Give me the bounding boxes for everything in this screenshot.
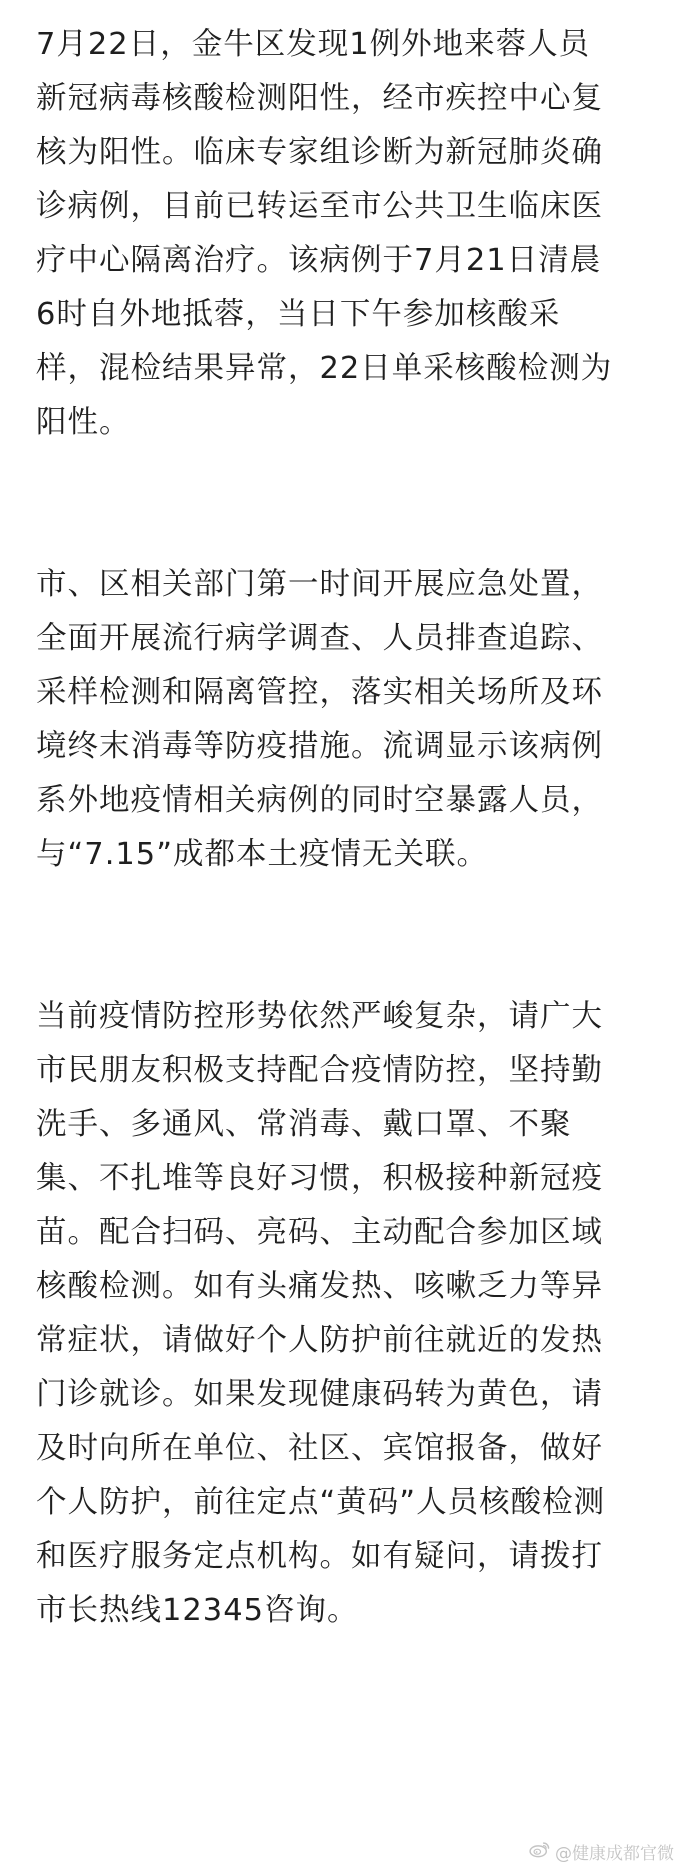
text-line: 采样检测和隔离管控，落实相关场所及环: [36, 675, 603, 710]
text-line: 系外地疫情相关病例的同时空暴露人员，: [36, 783, 603, 818]
weibo-watermark: [529, 1839, 674, 1864]
text-line: 7月22日，金牛区发现1例外地来蓉人员: [36, 27, 591, 62]
text-line: 核酸检测。如有头痛发热、咳嗽乏力等异: [36, 1269, 603, 1304]
text-line: 诊病例，目前已转运至市公共卫生临床医: [36, 189, 603, 224]
text-line: 阳性。: [36, 405, 131, 440]
text-line: 样，混检结果异常，22日单采核酸检测为: [36, 351, 613, 386]
text-line: 疗中心隔离治疗。该病例于7月21日清晨: [36, 243, 602, 278]
text-line: 与“7.15”成都本土疫情无关联。: [36, 837, 489, 872]
weibo-icon: [529, 1840, 551, 1863]
text-line: 市民朋友积极支持配合疫情防控，坚持勤: [36, 1053, 603, 1088]
text-line: 核为阳性。临床专家组诊断为新冠肺炎确: [36, 135, 603, 170]
text-line: 洗手、多通风、常消毒、戴口罩、不聚: [36, 1107, 572, 1142]
text-line: 个人防护，前往定点“黄码”人员核酸检测: [36, 1485, 606, 1520]
text-line: 当前疫情防控形势依然严峻复杂，请广大: [36, 999, 603, 1034]
text-line: 市、区相关部门第一时间开展应急处置，: [36, 567, 603, 602]
article-body: [36, 18, 656, 1638]
text-line: 及时向所在单位、社区、宾馆报备，做好: [36, 1431, 603, 1466]
text-line: 和医疗服务定点机构。如有疑问，请拨打: [36, 1539, 603, 1574]
watermark-text: @健康成都官微: [555, 1844, 674, 1864]
text-line: 苗。配合扫码、亮码、主动配合参加区域: [36, 1215, 603, 1250]
text-line: 门诊就诊。如果发现健康码转为黄色，请: [36, 1377, 603, 1412]
text-line: 6时自外地抵蓉，当日下午参加核酸采: [36, 297, 561, 332]
text-line: 常症状，请做好个人防护前往就近的发热: [36, 1323, 603, 1358]
text-line: 市长热线12345咨询。: [36, 1593, 359, 1628]
text-line: 全面开展流行病学调查、人员排查追踪、: [36, 621, 603, 656]
paragraph-case-report: [36, 18, 656, 450]
text-line: 集、不扎堆等良好习惯，积极接种新冠疫: [36, 1161, 603, 1196]
paragraph-response-measures: [36, 558, 656, 882]
text-line: 新冠病毒核酸检测阳性，经市疾控中心复: [36, 81, 603, 116]
text-line: 境终末消毒等防疫措施。流调显示该病例: [36, 729, 603, 764]
paragraph-public-advice: [36, 990, 656, 1638]
